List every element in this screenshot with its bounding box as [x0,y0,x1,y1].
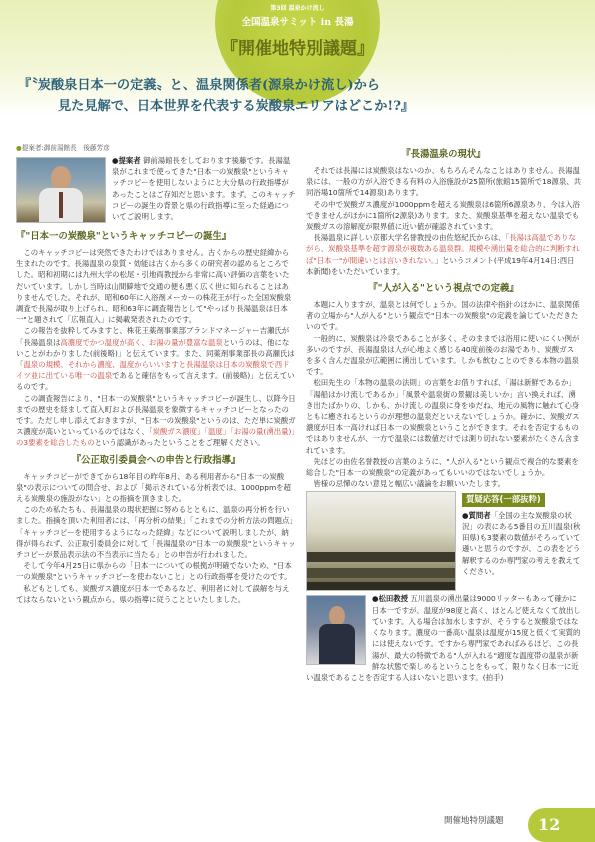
subtitle-line-2: 見た見解で、日本世界を代表する炭酸泉エリアはどこか!?』 [58,99,415,114]
qa-heading: 質疑応答(一部抜粋) [462,493,545,506]
paragraph: このため私たちも、長湯温泉の現状把握に努めるとともに、温泉の再分析を行いました。指摘を頂いた利用者には、「再分析の結果」「これまでの分析方法の問題点」「キャッチコピーを使用するようになった経緯」などについて説明しましたが、納得が得られず、公正取引委員会に対して「長湯温泉の"日本一の炭酸泉"というキャッチコピーが景品表示法の不当表示に当たる」との申告が行われました。 [16,505,296,560]
proposer-caption: ●提案者:御前湯館長 後藤芳彦 [16,144,110,152]
header-event-name: 全国温泉サミット in 長湯 [241,17,354,28]
page-title: 『開催地特別議題』 [221,39,374,59]
section-heading-human-viewpoint: 『"人が入る"という視点での定義』 [368,283,519,295]
footer-label: 開催地特別議題 [444,816,504,826]
paragraph: このキャッチコピーは突然できたわけではありません。古くからの歴史経緯から生まれたのです。長湯温泉の泉質・効能は古くから多くの研究者の認めるところでした。昭和初期には九州大学の松尾・引地両教授から非常に高い評価の言葉をいただいています。しかし当時は山間僻地で交通の便も悪く広く世に知られることはありませんでした。それが、昭和60年に入浴剤メーカーの株花王が行った全国炭酸泉調査で長湯が取り上げられ、昭和63年に調査報告として"やっぱり長湯温泉は日本一"と題されて「広報直入」に掲載発表されたのです。 [16,248,292,325]
paragraph: 長湯温泉に詳しい京都大学名誉教授の由佐悠紀氏からは、「長湯は高温でありながら、炭酸泉基準を超す源泉が複数ある温泉群。規模や湧出量を総合的に判断すれば"日本一"が間違いとは言いきれない。」というコメント(平成19年4月14日:西日本新聞)をいただいています。 [306,233,580,276]
paragraph: キャッチコピーができてから18年目の昨年8月、ある利用者から"日本一の炭酸泉"の表示についての問合せ、および「掲示されている分析表では、1000ppmを超える炭酸泉の施設がない」との指摘を頂きました。 [16,471,291,504]
paragraph: そして今年4月25日に県からの「日本一についての根拠が明確でないため、"日本一の炭酸泉"というキャッチコピーを使わないこと」との行政指導を受けたのです。 [16,561,292,582]
answer-paragraph: ●松田教授 五川温泉の湧出量は9000リッターもあって確かに日本一ですが、温度が98度と高く、ほとんど使えなくて放出しています。入る場合は加水しますが、そうすると炭酸泉ではなくなります。濃度の一番高い温泉は温度が15度と低くて実質的には使えないです。ですから専門家であればみるほど、この長湯が、最大の特徴である"人が入れる"適度な温度帯の温泉が新鮮な状態で楽しめるということをもって、限りなく日本一に近い温泉であることを否定する人はいないと思います。(拍手) [306,594,581,682]
intro-paragraph: ●提案者 御前湯館長をしております後藤です。長湯温泉がこれまで使ってきた"日本一の炭酸泉"というキャッチコピーを使用しないようにと大分県の行政指導があったことはご存知だと思います。まず、このキャッチコピーの誕生の背景と県の行政指導に至った経過についてご説明します。 [112,156,296,222]
paragraph: 本題に入りますが、温泉とは何でしょうか。国の法律や指針のほかに、温泉関係者の立場から"人が入る"という観点で"日本一の炭酸泉"の定義を論じていただきたいのです。 [306,300,580,332]
section-heading-current-status: 『長湯温泉の現状』 [401,149,486,160]
paragraph: それでは長湯には炭酸泉はないのか、もちろんそんなことはありません。長湯温泉には、一般の方が入浴できる有料の入浴施設が25箇所(旅館15箇所で18源泉、共同浴場10箇所で14源泉)あります。 [306,166,581,198]
paragraph: この報告を抜粋してみますと、株花王薬剤事業部ブランドマネージャー吉瀬氏が「長湯温泉は高濃度でかつ温度が高く、お湯の量が豊富な温泉というのは、他にないことがわかりました(前後略)」と伝えています。また、同薬剤事業部長の高瀬氏は「温泉の規模、それから濃度、温度からいいますと長湯温泉は日本の炭酸泉で西ドイツ並に出ている唯一の温泉であると確信をもって言えます。(前後略)」と伝えているのです。 [16,326,295,392]
right-column [306,143,581,683]
paragraph: 先ほどの由佐名誉教授の言葉のように、"人が入る"という観点で複合的な要素を総合した"日本一の炭酸泉"の定義があってもいいのではないでしょうか。 [306,456,579,478]
bullet-dot-icon: ● [16,144,22,152]
left-column [16,143,296,605]
paragraph: 松田先生の「本物の温泉の法則」の言葉をお借りすれば、「湯は新鮮であるか」「湯船はかけ流しであるか」「風景や温泉街の景観は美しいか」言い換えれば、湧き出たばかりの、しかも、かけ流しの温泉に身をゆだね、地元の風物に触れて心身ともに癒されるというのが理想の温泉だといえないでしょうか。確かに、炭酸ガス濃度が日本一高ければ日本一の炭酸泉ということができます。それを否定するものではありませんが、一方で温泉には数値だけでは測り切れない要素がたくさん含まれています。 [306,378,580,455]
paragraph: この調査報告により、"日本一の炭酸泉"というキャッチコピーが誕生し、以降今日までの歴史を経まして直入町および長湯温泉を象徴するキャッチコピーとなったのです。ただし申し添えておきますが、"日本一の炭酸泉"というのは、ただ単に炭酸ガス濃度が高いといっているのではなく、「炭酸ガス濃度」「温度」「お湯の量(湧出量)」の3要素を総合したものという認識があったということをご理解ください。 [16,393,296,448]
section-heading-copy-origin: 『"日本一の炭酸泉"というキャッチコピーの誕生』 [16,231,232,242]
subtitle-line-1: 『〝炭酸泉日本一の定義〟と、温泉関係者(源泉かけ流し)から [18,78,380,93]
speaker-photo [306,595,366,665]
header-event-line: 第3回 温泉かけ流し [270,5,325,12]
paragraph: その中で炭酸ガス濃度が1000ppmを超える炭酸泉は6箇所6源泉あり、今は入浴できませんがほかに1箇所(2源泉)あります。また、炭酸泉基準を超えない温泉でも炭酸ガスの溶解度が限界値に近い値が確認されています。 [306,199,580,232]
audience-photo [306,491,456,591]
paragraph: 私どもとしても、炭酸ガス濃度が日本一であるなど、利用者に対して誤解を与えてはならないという観点から、県の指導に従うことといたしました。 [16,583,290,604]
section-heading-ftc: 『公正取引委員会への申告と行政指導』 [71,454,241,466]
page-number: 12 [528,808,595,842]
page-subtitle [18,75,578,117]
paragraph: 皆様の忌憚のない意見と幅広い議論をお願いいたします。 [313,479,505,489]
paragraph: 一般的に、炭酸泉は冷泉であることが多く、そのままでは浴用に使いにくい例が多いのですが、長湯温泉は人が心地よく感じる40度前後のお湯であり、炭酸ガスを多く含んだ温泉が広範囲に湧出しています。しかも飲むことのできる本物の温泉です。 [306,333,580,377]
proposer-photo [16,157,106,223]
question-paragraph: ●質問者「全国の主な炭酸泉の状況」の表にある5番目の五川温泉(秋田県)も3要素の数値がそろっていて遜いと思うのですが、この表をどう解釈するのか専門家の考えを教えてください。 [462,510,581,576]
